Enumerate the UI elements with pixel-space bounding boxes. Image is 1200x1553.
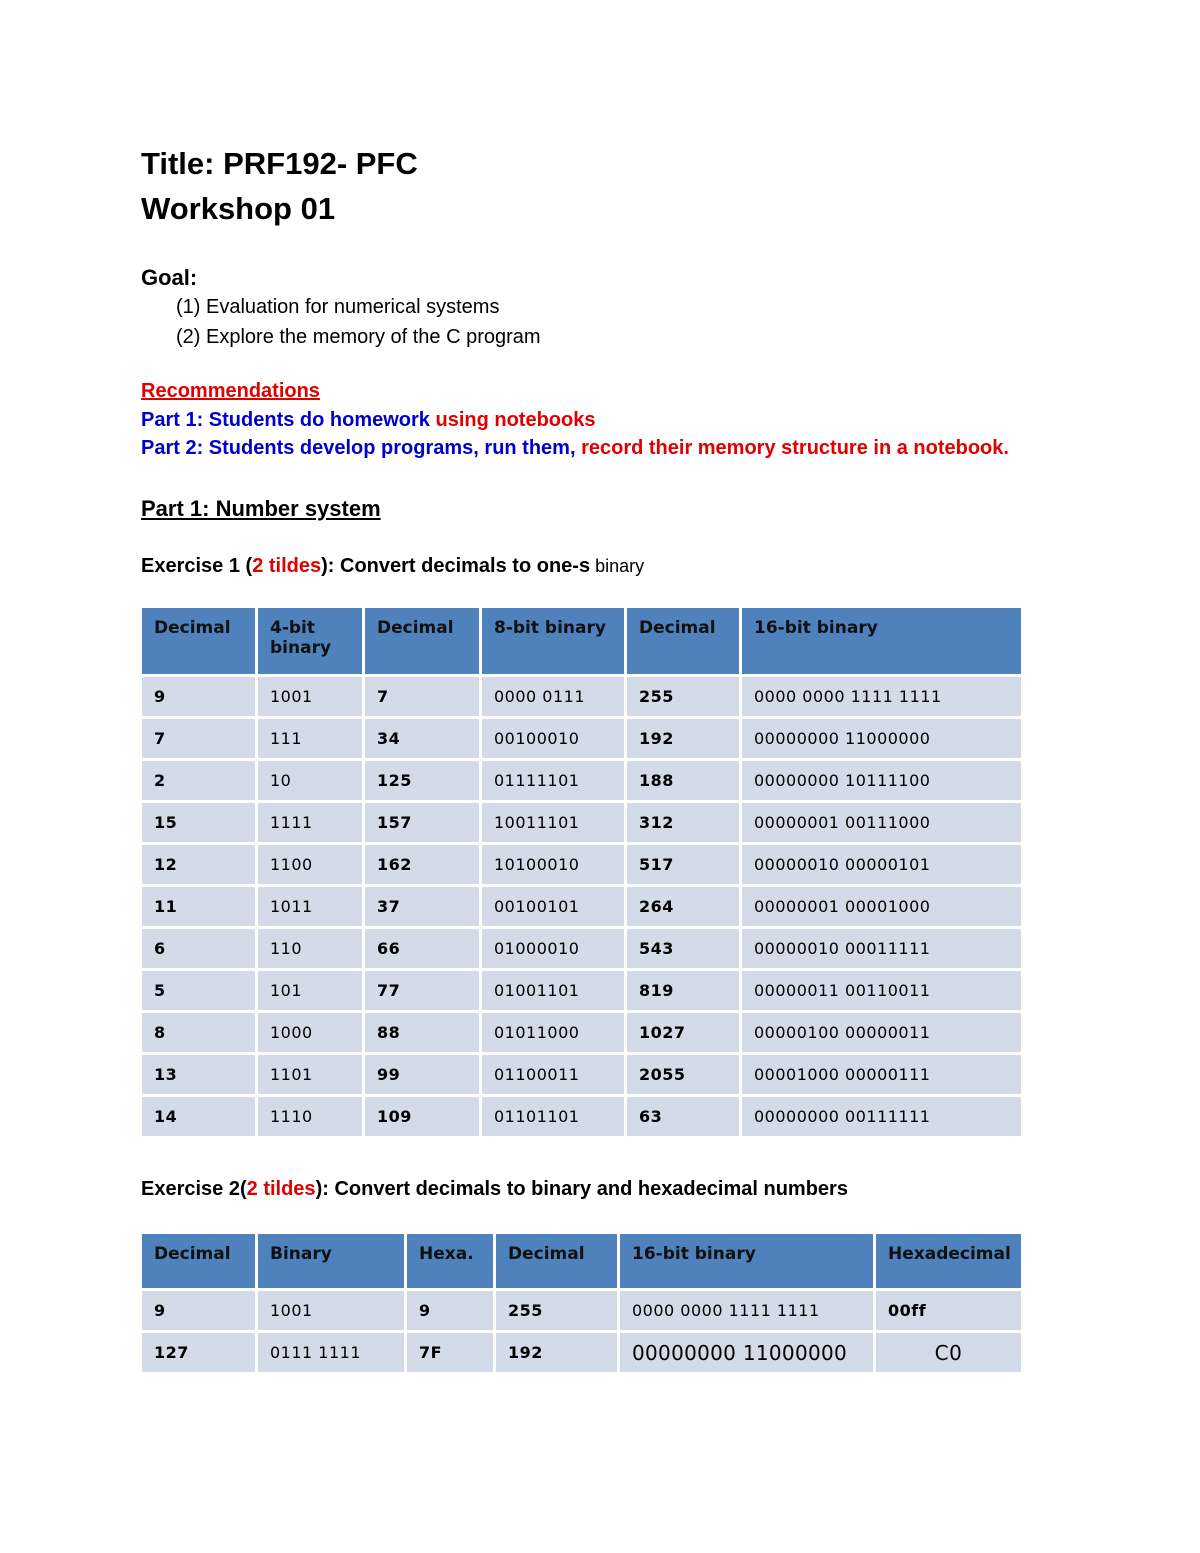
table-cell: 1101 [258, 1055, 362, 1094]
recommendation-part-2 [141, 437, 1009, 460]
table-cell: 517 [627, 845, 739, 884]
table-cell: 9 [142, 1291, 255, 1330]
table-cell: 00000011 00110011 [742, 971, 1021, 1010]
table-cell: 00000000 11000000 [742, 719, 1021, 758]
table-cell: 312 [627, 803, 739, 842]
table-cell: 01011000 [482, 1013, 624, 1052]
table-cell: 1001 [258, 677, 362, 716]
table-cell: 10 [258, 761, 362, 800]
column-header: Binary [258, 1234, 404, 1288]
table-cell: 13 [142, 1055, 255, 1094]
table-cell: 6 [142, 929, 255, 968]
table-cell: 00000100 00000011 [742, 1013, 1021, 1052]
table-row [142, 929, 1021, 968]
table-cell: 14 [142, 1097, 255, 1136]
table-cell: 543 [627, 929, 739, 968]
table-cell: 188 [627, 761, 739, 800]
table-row [142, 887, 1021, 926]
exercise-1-tildes: 2 tildes [252, 555, 322, 577]
table-cell: 00000000 11000000 [620, 1333, 873, 1372]
column-header: Decimal [365, 608, 479, 674]
table-cell: 255 [496, 1291, 617, 1330]
table-cell: 63 [627, 1097, 739, 1136]
table-cell: 15 [142, 803, 255, 842]
table-cell: C0 [876, 1333, 1021, 1372]
table-cell: 00000001 00001000 [742, 887, 1021, 926]
table-cell: 157 [365, 803, 479, 842]
table-cell: 00000010 00011111 [742, 929, 1021, 968]
recommendations-title: Recommendations [141, 380, 320, 402]
table-cell: 1011 [258, 887, 362, 926]
exercise-2-tildes: 2 tildes [246, 1178, 316, 1200]
recommendation-part-2-text: Part 2: Students develop programs, run them, [141, 437, 582, 459]
table-row [142, 1291, 1021, 1330]
table-cell: 2 [142, 761, 255, 800]
table-cell: 01001101 [482, 971, 624, 1010]
column-header: Decimal [627, 608, 739, 674]
table-cell: 66 [365, 929, 479, 968]
table-cell: 11 [142, 887, 255, 926]
goal-label: Goal: [141, 265, 198, 290]
table-cell: 9 [407, 1291, 493, 1330]
exercise-1-label-mid: ): Convert decimals to one-s [321, 555, 591, 577]
table-cell: 10011101 [482, 803, 624, 842]
table-row [142, 971, 1021, 1010]
table-row [142, 677, 1021, 716]
table-row [142, 803, 1021, 842]
goal-item-1: (1) Evaluation for numerical systems [176, 296, 500, 318]
table-row [142, 1055, 1021, 1094]
table-cell: 99 [365, 1055, 479, 1094]
table-cell: 1000 [258, 1013, 362, 1052]
table-cell: 819 [627, 971, 739, 1010]
section-heading: Part 1: Number system [141, 496, 381, 521]
table-cell: 00000000 10111100 [742, 761, 1021, 800]
table-cell: 0000 0000 1111 1111 [620, 1291, 873, 1330]
table-cell: 00000001 00111000 [742, 803, 1021, 842]
title-line-1: Title: PRF192- PFC [141, 146, 418, 181]
table-cell: 162 [365, 845, 479, 884]
table-cell: 88 [365, 1013, 479, 1052]
table-cell: 10100010 [482, 845, 624, 884]
table-cell: 00100010 [482, 719, 624, 758]
table-cell: 1001 [258, 1291, 404, 1330]
table-cell: 00100101 [482, 887, 624, 926]
table-cell: 255 [627, 677, 739, 716]
table-cell: 00000000 00111111 [742, 1097, 1021, 1136]
table-cell: 0111 1111 [258, 1333, 404, 1372]
column-header: Hexadecimal [876, 1234, 1021, 1288]
table-row [142, 1333, 1021, 1372]
table-cell: 101 [258, 971, 362, 1010]
exercise-1-heading [141, 555, 644, 578]
column-header: Decimal [496, 1234, 617, 1288]
recommendation-part-1 [141, 409, 595, 432]
goal-item-2: (2) Explore the memory of the C program [176, 326, 541, 348]
column-header: 16-bit binary [742, 608, 1021, 674]
table-cell: 01101101 [482, 1097, 624, 1136]
column-header: Decimal [142, 608, 255, 674]
table-cell: 192 [496, 1333, 617, 1372]
recommendation-part-1-text: Part 1: Students do homework [141, 409, 436, 431]
exercise-2-table [139, 1231, 1024, 1375]
column-header: Decimal [142, 1234, 255, 1288]
column-header: 16-bit binary [620, 1234, 873, 1288]
table-cell: 00000010 00000101 [742, 845, 1021, 884]
table-row [142, 1097, 1021, 1136]
table-row [142, 1013, 1021, 1052]
table-row [142, 845, 1021, 884]
exercise-2-label-end: ): Convert decimals to binary and hexadecimal numbers [315, 1178, 848, 1200]
table-cell: 1100 [258, 845, 362, 884]
exercise-1-label-start: Exercise 1 ( [141, 555, 253, 577]
recommendation-part-2-highlight: record their memory structure in a notebook. [581, 437, 1009, 459]
table-cell: 7 [365, 677, 479, 716]
table-cell: 00ff [876, 1291, 1021, 1330]
table-cell: 109 [365, 1097, 479, 1136]
table-cell: 192 [627, 719, 739, 758]
table-header-row [142, 608, 1021, 674]
table-cell: 264 [627, 887, 739, 926]
table-cell: 9 [142, 677, 255, 716]
table-cell: 110 [258, 929, 362, 968]
exercise-2-heading [141, 1178, 848, 1201]
table-header-row [142, 1234, 1021, 1288]
table-cell: 77 [365, 971, 479, 1010]
exercise-1-table [139, 605, 1024, 1139]
table-cell: 01111101 [482, 761, 624, 800]
table-cell: 00001000 00000111 [742, 1055, 1021, 1094]
column-header: Hexa. [407, 1234, 493, 1288]
table-cell: 7 [142, 719, 255, 758]
table-row [142, 761, 1021, 800]
exercise-1-label-end: binary [590, 556, 645, 576]
table-cell: 125 [365, 761, 479, 800]
table-cell: 2055 [627, 1055, 739, 1094]
table-cell: 01000010 [482, 929, 624, 968]
table-cell: 7F [407, 1333, 493, 1372]
table-cell: 1027 [627, 1013, 739, 1052]
table-cell: 0000 0000 1111 1111 [742, 677, 1021, 716]
table-cell: 111 [258, 719, 362, 758]
column-header: 8-bit binary [482, 608, 624, 674]
table-cell: 1110 [258, 1097, 362, 1136]
table-cell: 8 [142, 1013, 255, 1052]
title-line-2: Workshop 01 [141, 191, 336, 226]
recommendation-part-1-highlight: using notebooks [435, 409, 596, 431]
table-cell: 12 [142, 845, 255, 884]
exercise-2-label-start: Exercise 2( [141, 1178, 247, 1200]
table-row [142, 719, 1021, 758]
table-cell: 34 [365, 719, 479, 758]
column-header: 4-bit binary [258, 608, 362, 674]
table-cell: 37 [365, 887, 479, 926]
table-cell: 127 [142, 1333, 255, 1372]
table-cell: 0000 0111 [482, 677, 624, 716]
table-cell: 01100011 [482, 1055, 624, 1094]
table-cell: 5 [142, 971, 255, 1010]
table-cell: 1111 [258, 803, 362, 842]
